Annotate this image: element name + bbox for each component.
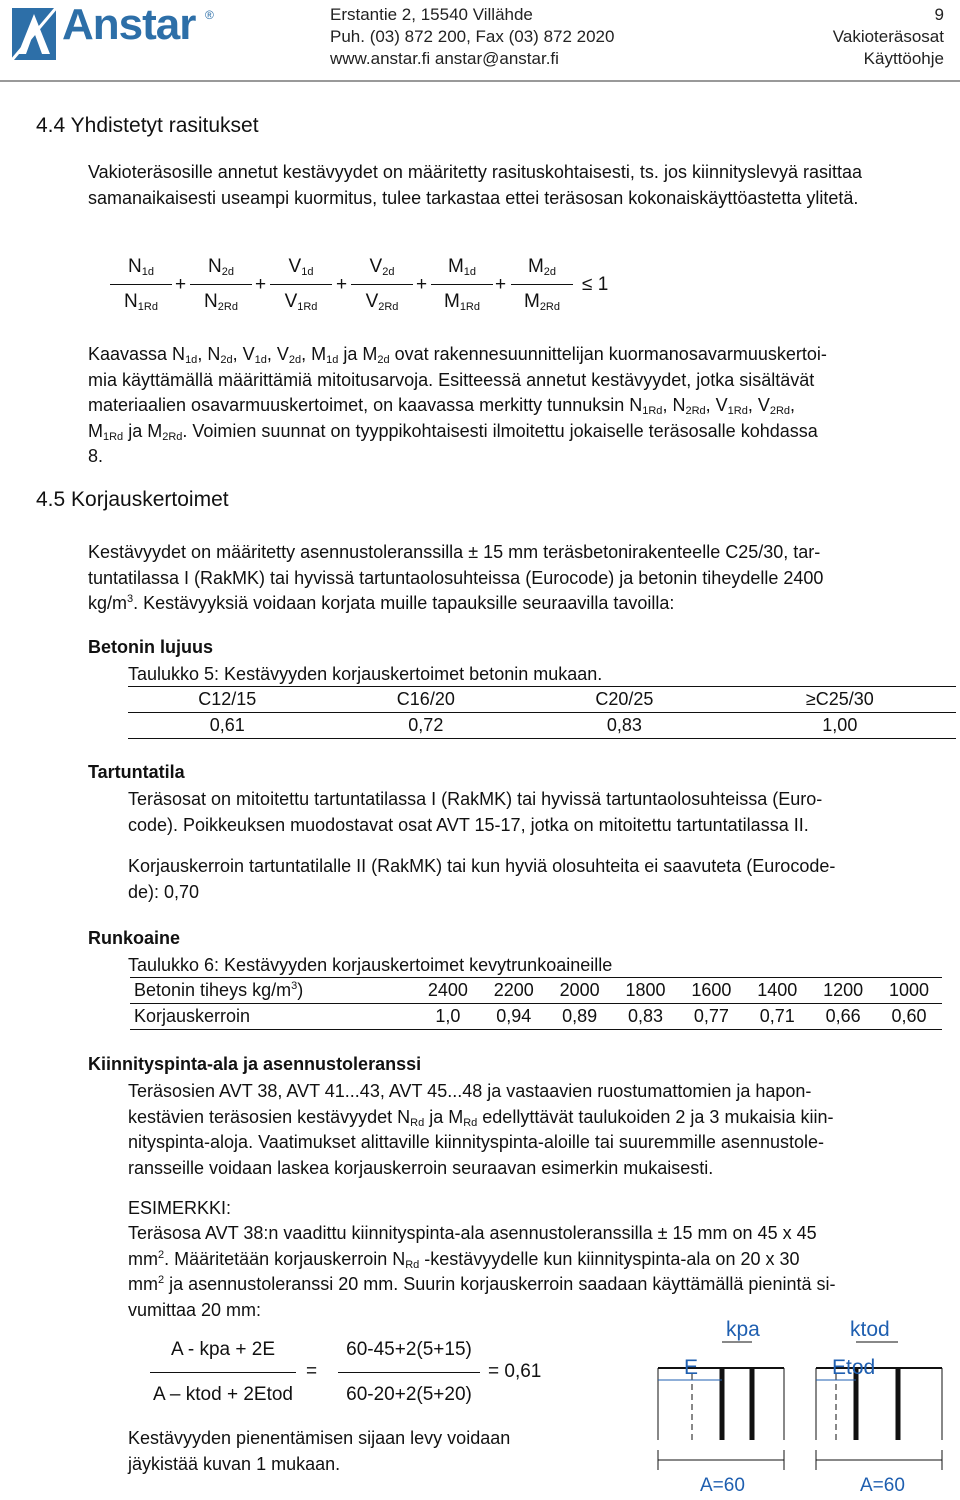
explanation-line-2: mia käyttämällä määrittämiä mitoitusarvoja. Esitteessä annetut kestävyydet, jotka sisältävät (88, 369, 815, 390)
formula-plus: + (336, 274, 348, 295)
label-a-left: A=60 (700, 1475, 745, 1496)
anstar-logo-icon (8, 4, 60, 64)
formula-term-m1: $M_{1d}$ $M_{1Rd}$ (431, 254, 493, 315)
subheading-tartuntatila: Tartuntatila (88, 762, 185, 782)
explanation-line-4: $M_{1Rd}$ ja $M_{2Rd}$. Voimien suunnat on tyyppikohtaisesti ilmoitettu jokaiselle teräsosalle kohdassa (88, 420, 818, 443)
table-cell: 0,66 (810, 1004, 876, 1030)
intro-line-3: $kg/m^3$. Kestävyyksiä voidaan korjata muille tapauksille seuraavilla tavoilla: (88, 593, 675, 613)
table-6-aggregate (130, 977, 942, 1030)
table-cell: 0,72 (327, 713, 526, 739)
text-line: code). Poikkeuksen muodostavat osat AVT 15-17, jotka on mitoitettu tartuntatilassa II. (128, 814, 809, 835)
table-cell: 0,77 (678, 1004, 744, 1030)
text-line: Teräsosien AVT 38, AVT 41...43, AVT 45...48 ja vastaavien ruostumattomien ja hapon- (128, 1081, 812, 1101)
table-cell: 0,89 (547, 1004, 613, 1030)
table-row (128, 713, 956, 739)
formula-relation: ≤ 1 (582, 274, 609, 295)
table-header-cell: C16/20 (327, 687, 526, 713)
page-number: 9 (934, 5, 944, 24)
section-heading-4-4: 4.4 Yhdistetyt rasitukset (36, 114, 259, 137)
fraction-bar (338, 1372, 480, 1373)
label-e: E (684, 1356, 699, 1379)
calc-denominator: 60-20+2(5+20) (346, 1384, 472, 1405)
plate-tolerance-diagram (640, 1310, 950, 1498)
text-line: ransseille voidaan laskea korjauskerroin seuraavan esimerkin mukaisesti. (128, 1157, 714, 1178)
intro-line-1: Kestävyydet on määritetty asennustoleranssilla ± 15 mm teräsbetonirakenteelle C25/30, tar- (88, 542, 821, 562)
section-4-4-intro: Vakioteräsosille annetut kestävyydet on määritetty rasituskohtaisesti, ts. jos kiinnityslevyä rasittaa samanaikaisesti useampi kuormitus, tulee tarkastaa ettei teräsosan kokonaiskäyttöastetta ylitetä. (88, 162, 863, 208)
formula-explanation (88, 342, 940, 470)
text-line: kestävien teräsosien kestävyydet $N_{Rd}$ ja $M_{Rd}$ edellyttävät taulukoiden 2 ja 3 mukaisia kiin- (128, 1106, 834, 1129)
text-line: $mm^2$ ja asennustoleranssi 20 mm. Suurin korjauskerroin saadaan käyttämällä pienintä si- (128, 1274, 836, 1294)
doc-subtitle: Käyttöohje (863, 49, 944, 68)
table-6-caption: Taulukko 6: Kestävyyden korjauskertoimet kevytrunkoaineille (128, 955, 613, 975)
table-cell: 1200 (810, 978, 876, 1004)
example-footer (128, 1426, 510, 1477)
table-cell: 2000 (547, 978, 613, 1004)
table-cell: 1400 (744, 978, 810, 1004)
table-row (130, 978, 942, 1004)
text-line: de): 0,70 (128, 881, 200, 902)
formula-term-n2: $N_{2d}$ $N_{2Rd}$ (190, 254, 252, 315)
formula-term-v2: $V_{2d}$ $V_{2Rd}$ (351, 254, 413, 315)
table-row (128, 687, 956, 713)
subheading-runkoaine: Runkoaine (88, 928, 181, 948)
tartuntatila-paragraph-1 (128, 787, 938, 838)
subheading-betonin-lujuus: Betonin lujuus (88, 637, 213, 657)
formula-denominator: A – ktod + 2Etod (153, 1384, 293, 1405)
section-4-5-intro (88, 540, 940, 617)
table-cell: 1,0 (415, 1004, 481, 1030)
intro-line-2: tuntatilassa I (RakMK) tai hyvissä tartuntaolosuhteissa (Eurocode) ja betonin tiheydelle 2400 (88, 567, 824, 588)
calc-numerator: 60-45+2(5+15) (346, 1339, 472, 1360)
text-line: Korjauskerroin tartuntatilalle II (RakMK) tai kun hyviä olosuhteita ei saavuteta (Eurocode- (128, 856, 836, 876)
address-block (330, 4, 614, 70)
text-line: $mm^2$. Määritetään korjauskerroin $N_{Rd}$ -kestävyydelle kun kiinnityspinta-ala on 20 x 30 (128, 1248, 800, 1271)
calc-result: = 0,61 (488, 1361, 542, 1382)
text-line: Teräsosa AVT 38:n vaadittu kiinnityspinta-ala asennustoleranssilla ± 15 mm on 45 x 45 (128, 1223, 817, 1243)
web-line[interactable]: www.anstar.fi anstar@anstar.fi (330, 49, 559, 68)
section-heading-4-5: 4.5 Korjauskertoimet (36, 488, 229, 511)
table-cell: 1600 (678, 978, 744, 1004)
label-kpa: kpa (726, 1318, 760, 1341)
formula-plus: + (495, 274, 507, 295)
table-row (130, 1004, 942, 1030)
label-etod: Etod (832, 1356, 876, 1379)
label-ktod: ktod (850, 1318, 890, 1341)
table-header-cell: C20/25 (525, 687, 724, 713)
formula-term-v1: $V_{1d}$ $V_{1Rd}$ (270, 254, 332, 315)
table-cell: 1000 (876, 978, 942, 1004)
logo-wordmark: Anstar (62, 0, 196, 49)
doc-info (744, 4, 944, 70)
label-a-right: A=60 (860, 1475, 905, 1496)
equals-sign: = (306, 1361, 318, 1382)
example-heading: ESIMERKKI: (128, 1198, 232, 1218)
table-5-concrete-strength (128, 686, 956, 739)
example-paragraph (128, 1221, 938, 1323)
tartuntatila-paragraph-2 (128, 854, 938, 905)
table-cell: 0,83 (613, 1004, 679, 1030)
table-cell: 2400 (415, 978, 481, 1004)
explanation-line-1: Kaavassa $N_{1d}$, $N_{2d}$, $V_{1d}$, $V_{2d}$, $M_{1d}$ ja $M_{2d}$ ovat rakennesuunnittelijan kuormanosavarmuuskertoi- (88, 344, 827, 366)
fraction-bar (150, 1372, 296, 1373)
explanation-line-5: 8. (88, 446, 104, 466)
header-divider (0, 80, 960, 82)
table-cell: 2200 (481, 978, 547, 1004)
table-cell: 0,71 (744, 1004, 810, 1030)
text-line: nityspinta-aloja. Vaatimukset alittaville kiinnityspinta-aloille tai suuremmille asennustole- (128, 1132, 824, 1152)
address-line: Erstantie 2, 15540 Villähde (330, 5, 533, 24)
subheading-kiinnityspinta: Kiinnityspinta-ala ja asennustoleranssi (88, 1054, 422, 1074)
kiinnityspinta-paragraph (128, 1079, 938, 1181)
explanation-line-3: materiaalien osavarmuuskertoimet, on kaavassa merkitty tunnuksin $N_{1Rd}$, $N_{2Rd}$, $V_{1Rd}$, $V_{2Rd}$, (88, 395, 796, 417)
table-row-label: Betonin tiheys $kg/m^3$) (130, 978, 415, 1004)
text-line: Teräsosat on mitoitettu tartuntatilassa I (RakMK) tai hyvissä tartuntaolosuhteissa (Euro- (128, 789, 823, 809)
text-line: Kestävyyden pienentämisen sijaan levy voidaan (128, 1428, 511, 1448)
table-cell: 0,94 (481, 1004, 547, 1030)
table-cell: 1800 (613, 978, 679, 1004)
table-cell: 0,61 (128, 713, 327, 739)
table-5-caption: Taulukko 5: Kestävyyden korjauskertoimet betonin mukaan. (128, 664, 603, 684)
formula-plus: + (255, 274, 267, 295)
formula-term-n1: $N_{1d}$ $N_{1Rd}$ (110, 254, 172, 315)
formula-plus: + (416, 274, 428, 295)
doc-title: Vakioteräsosat (832, 27, 944, 46)
text-line: vumittaa 20 mm: (128, 1299, 262, 1320)
formula-term-m2: $M_{2d}$ $M_{2Rd}$ (511, 254, 573, 315)
formula-plus: + (175, 274, 187, 295)
logo-registered-mark: ® (205, 8, 214, 22)
table-row-label: Korjauskerroin (130, 1004, 415, 1030)
text-line: jäykistää kuvan 1 mukaan. (128, 1453, 341, 1474)
phone-line: Puh. (03) 872 200, Fax (03) 872 2020 (330, 27, 615, 46)
formula-numerator: A - kpa + 2E (170, 1339, 276, 1360)
table-cell: 0,60 (876, 1004, 942, 1030)
table-cell: 1,00 (724, 713, 956, 739)
table-header-cell: ≥C25/30 (724, 687, 956, 713)
table-header-cell: C12/15 (128, 687, 327, 713)
table-cell: 0,83 (525, 713, 724, 739)
